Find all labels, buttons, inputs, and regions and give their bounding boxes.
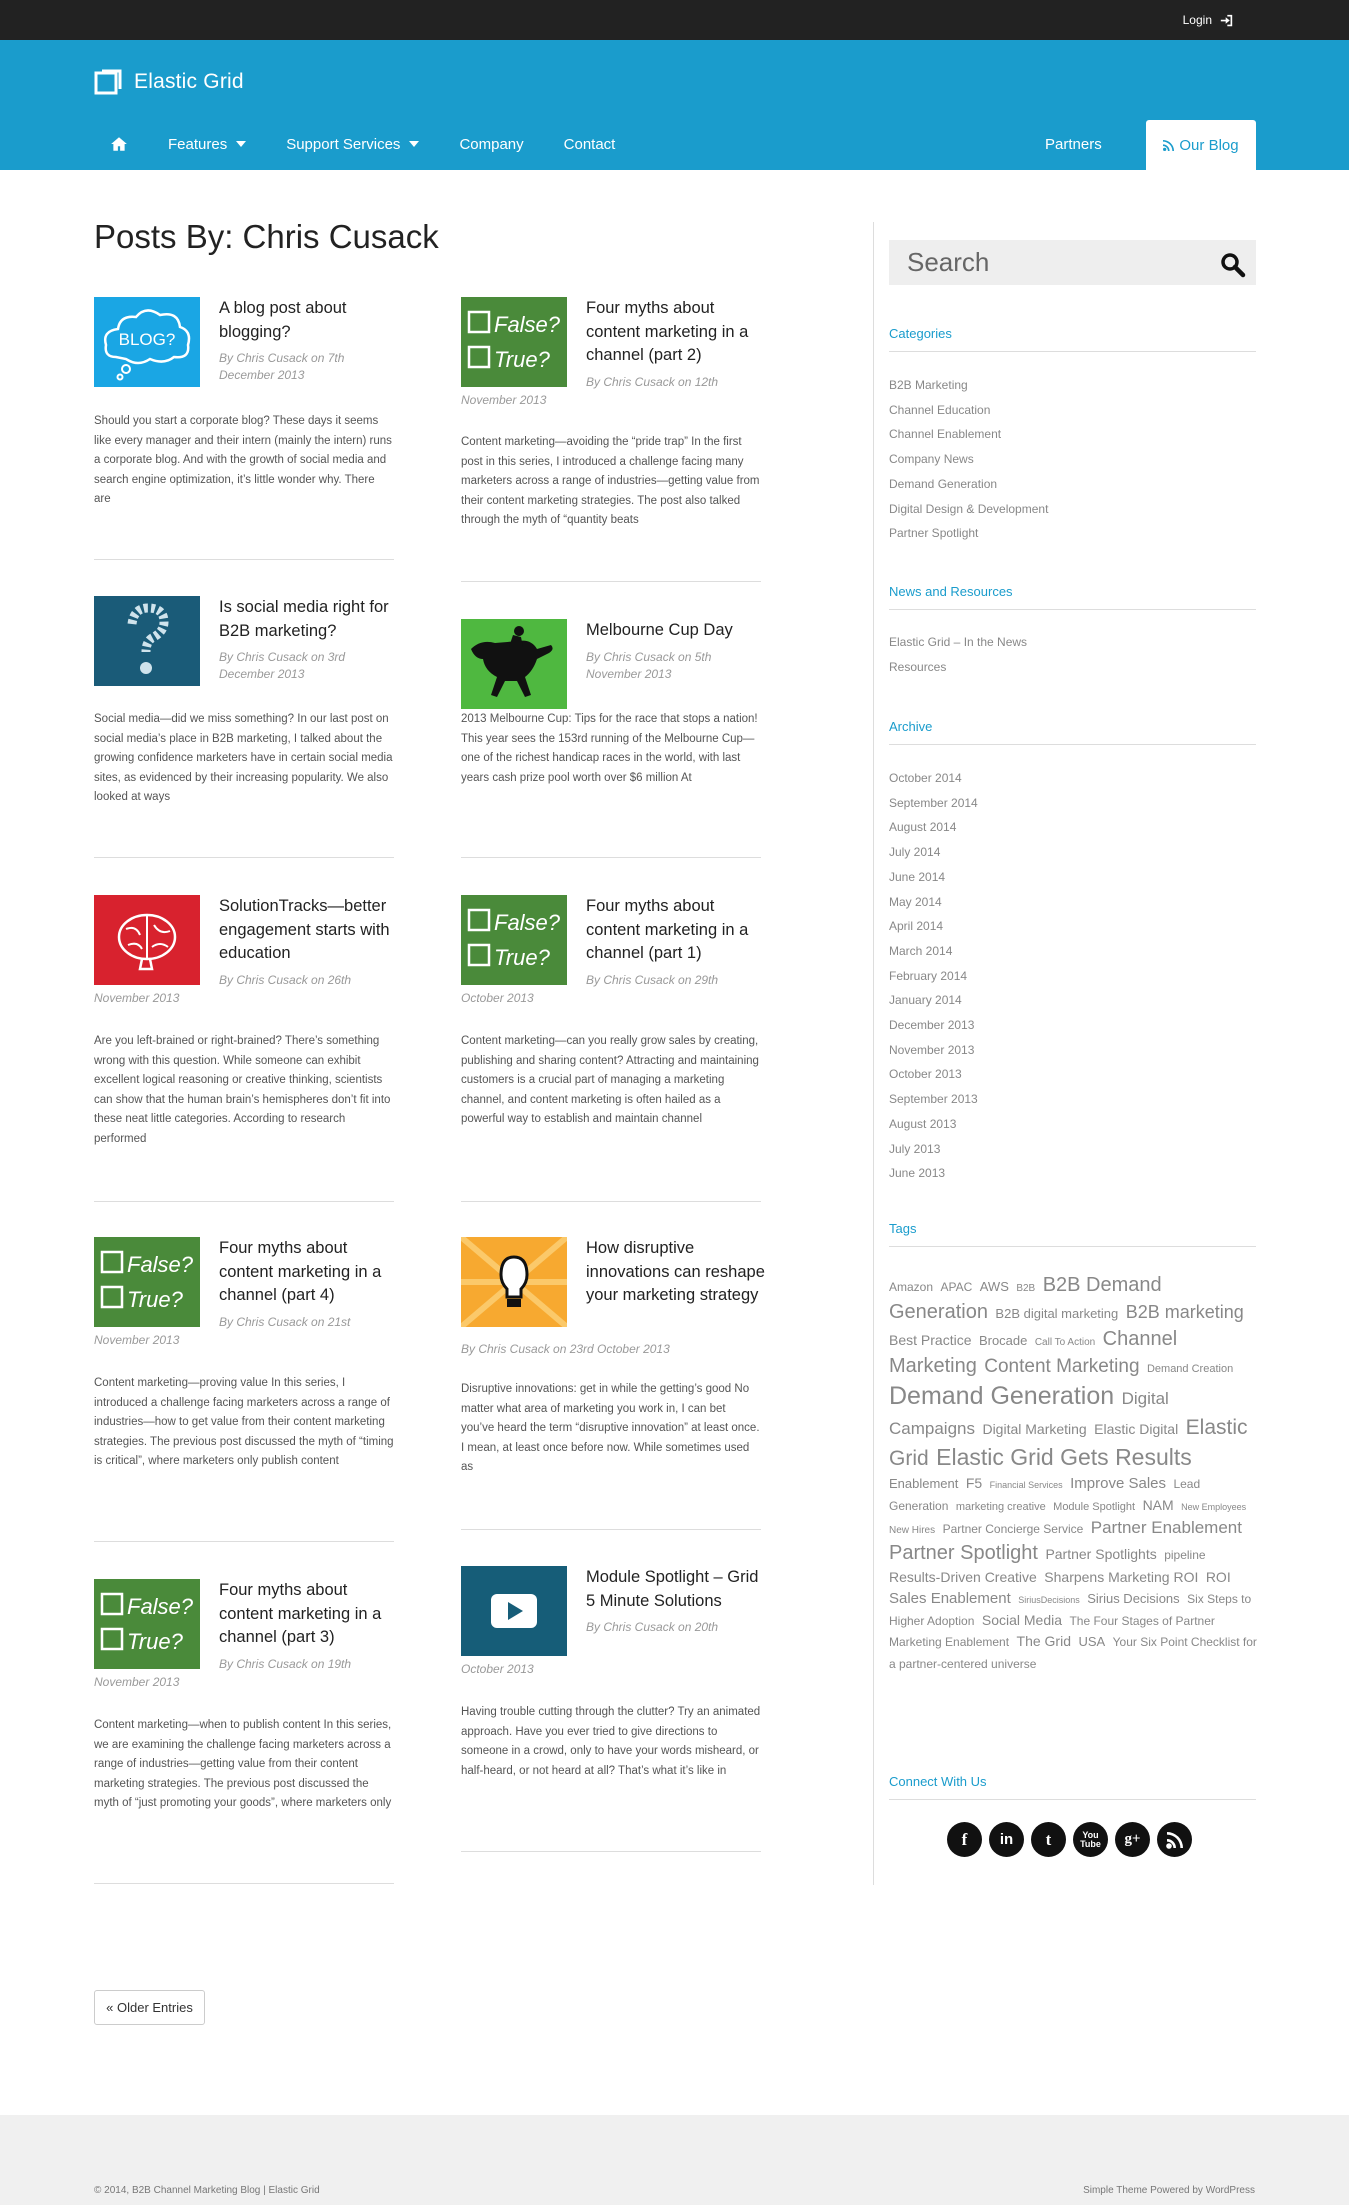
- category-link[interactable]: Channel Enablement: [889, 427, 1002, 442]
- social-links: [947, 1822, 1192, 1857]
- search-input[interactable]: Search: [907, 247, 990, 277]
- tag-link[interactable]: Sales Enablement: [889, 1590, 1011, 1608]
- search-box[interactable]: [889, 240, 1256, 285]
- tag-link[interactable]: B2B: [1016, 1283, 1036, 1294]
- top-bar: [0, 0, 1349, 40]
- site-header: [0, 40, 1349, 170]
- tag-link[interactable]: Brocade: [978, 1333, 1028, 1348]
- tag-link[interactable]: Partner Spotlights: [1045, 1545, 1157, 1562]
- nav-support-label: Support Services: [286, 135, 401, 153]
- post-meta: By Chris Cusack on 3rd December 2013: [219, 650, 346, 681]
- tag-link[interactable]: B2B Demand Generation: [889, 1274, 1162, 1323]
- nav-company-label: Company: [459, 135, 524, 153]
- tag-link[interactable]: AWS: [979, 1279, 1009, 1294]
- tags-title: Tags: [889, 1221, 1256, 1247]
- post-excerpt: Content marketing—avoiding the “pride trap” In the first post in this series, I introduced a challenge facing many marketers across a range of industries—getting value from their content marketing strategies. The post also talked through the myth of “quantity beats: [461, 436, 760, 526]
- tag-link[interactable]: Sharpens Marketing ROI: [1044, 1568, 1199, 1585]
- tag-link[interactable]: marketing creative: [955, 1501, 1046, 1514]
- tag-link[interactable]: B2B marketing: [1125, 1302, 1244, 1322]
- tag-link[interactable]: Lead Generation: [889, 1477, 1201, 1514]
- svg-text:True?: True?: [127, 1287, 183, 1312]
- post-title[interactable]: Module Spotlight – Grid 5 Minute Solutions By Chris Cusack on 20th: [586, 1566, 766, 1636]
- archive-link[interactable]: September 2013: [889, 1092, 978, 1107]
- post-divider: [94, 559, 394, 560]
- post-meta-date: November 2013: [94, 1675, 180, 1689]
- tag-link[interactable]: Elastic Digital: [1094, 1420, 1179, 1437]
- post-title[interactable]: Melbourne Cup Day By Chris Cusack on 5th November 2013: [586, 619, 766, 683]
- tag-link[interactable]: B2B digital marketing: [995, 1306, 1119, 1321]
- nav-partners[interactable]: Partners: [1045, 136, 1102, 153]
- archive-link[interactable]: August 2014: [889, 820, 957, 835]
- post-divider: [94, 857, 394, 858]
- login-link[interactable]: [1183, 13, 1233, 27]
- caret-down-icon: [409, 141, 419, 147]
- tag-link[interactable]: Enablement: [889, 1476, 959, 1492]
- post-divider: [461, 1529, 761, 1530]
- category-link[interactable]: Digital Design & Development: [889, 501, 1049, 516]
- post-meta-date: November 2013: [94, 991, 180, 1005]
- tag-link[interactable]: ROI: [1205, 1568, 1231, 1585]
- tag-link[interactable]: Demand Creation: [1146, 1363, 1234, 1375]
- archive-link[interactable]: December 2013: [889, 1018, 975, 1033]
- category-link[interactable]: Channel Education: [889, 402, 991, 417]
- tag-link[interactable]: Your Six Point Checklist for a partner-centered universe: [889, 1635, 1257, 1671]
- false-true-thumbnail[interactable]: [461, 895, 567, 985]
- post-divider: [94, 1541, 394, 1542]
- rss-icon: [1163, 140, 1174, 151]
- post-meta: By Chris Cusack on 26th: [219, 972, 352, 987]
- logo-icon: [94, 68, 122, 96]
- tag-link[interactable]: Partner Enablement: [1090, 1517, 1242, 1537]
- tag-link[interactable]: Elastic Grid Gets Results: [936, 1444, 1192, 1471]
- twitter-icon[interactable]: t: [1031, 1822, 1066, 1857]
- post-excerpt: Having trouble cutting through the clutter? Try an animated approach. Have you ever tried to give directions to someone in a crowd, only to have your words misheard, or half-heard, or not heard at all? That’s what it’s like in: [461, 1706, 761, 1777]
- nav-support-services[interactable]: [286, 136, 419, 153]
- svg-text:True?: True?: [127, 1629, 183, 1654]
- tag-link[interactable]: Sirius Decisions: [1087, 1591, 1180, 1607]
- archive-link[interactable]: September 2014: [889, 795, 978, 810]
- tag-link[interactable]: Amazon: [889, 1280, 934, 1294]
- horse-race-thumbnail[interactable]: [461, 619, 567, 709]
- site-logo[interactable]: [94, 68, 244, 96]
- news-title: News and Resources: [889, 584, 1256, 610]
- tag-link[interactable]: APAC: [940, 1280, 973, 1294]
- nav-our-blog-label: Our Blog: [1179, 136, 1239, 154]
- login-label: Login: [1182, 13, 1212, 27]
- tag-link[interactable]: F5: [965, 1475, 983, 1492]
- svg-text:True?: True?: [494, 945, 550, 970]
- post-title[interactable]: SolutionTracks—better engagement starts with education By Chris Cusack on 26th: [219, 895, 399, 989]
- category-link[interactable]: Demand Generation: [889, 476, 998, 491]
- tag-link[interactable]: Best Practice: [889, 1332, 972, 1348]
- tag-link[interactable]: USA: [1078, 1634, 1106, 1650]
- post-excerpt: Content marketing—can you really grow sales by creating, publishing and sharing content? Attracting and maintaining customers is a crucial part of managing a marketing channel, and content marketing is often hailed as a powerful way to establish and maintain channel: [461, 1035, 759, 1125]
- nav-contact-label: Contact: [563, 135, 616, 153]
- tag-link[interactable]: Partner Spotlight: [889, 1541, 1038, 1564]
- tag-link[interactable]: Module Spotlight: [1053, 1501, 1136, 1514]
- archive-link[interactable]: March 2014: [889, 943, 953, 958]
- post-excerpt: Content marketing—when to publish content In this series, we are examining the challenge facing marketers across a range of industries—getting value from their content marketing strategies. The previous post discussed the myth of “just promoting your goods”, where marketers only: [94, 1719, 392, 1809]
- blog-cloud-thumbnail[interactable]: [94, 297, 200, 387]
- tag-link[interactable]: Social Media: [981, 1611, 1063, 1628]
- archive-link[interactable]: October 2013: [889, 1067, 962, 1082]
- tag-link[interactable]: New Hires: [889, 1524, 936, 1536]
- brain-thumbnail[interactable]: [94, 895, 200, 985]
- false-true-thumbnail[interactable]: [94, 1579, 200, 1669]
- post-excerpt: Disruptive innovations: get in while the getting’s good No matter what area of marketing you work in, I can bet you’ve heard the term “disruptive innovation” at least once. I mean, at least once before now. While sometimes used as: [461, 1383, 760, 1473]
- archive-link[interactable]: June 2014: [889, 869, 946, 884]
- copyright-text: © 2014, B2B Channel Marketing Blog | Elastic Grid: [94, 2185, 320, 2196]
- lightbulb-thumbnail[interactable]: [461, 1237, 567, 1327]
- post-title[interactable]: Four myths about content marketing in a channel (part 2) By Chris Cusack on 12th: [586, 297, 766, 391]
- post-meta: By Chris Cusack on 21st: [219, 1314, 351, 1329]
- nav-our-blog[interactable]: [1146, 120, 1256, 170]
- logo-text: Elastic Grid: [134, 70, 244, 93]
- tag-link[interactable]: Content Marketing: [984, 1356, 1140, 1377]
- home-icon[interactable]: [110, 135, 128, 153]
- post-excerpt: 2013 Melbourne Cup: Tips for the race that stops a nation! This year sees the 153rd running of the Melbourne Cup—one of the richest handicap races in the world, with last years cash prize pool worth over $6 million At: [461, 713, 758, 784]
- post-meta-date: November 2013: [94, 1333, 180, 1347]
- tag-link[interactable]: Results-Driven Creative: [889, 1568, 1037, 1585]
- archive-link[interactable]: July 2013: [889, 1141, 941, 1156]
- tag-link[interactable]: pipeline: [1164, 1547, 1206, 1562]
- archive-link[interactable]: May 2014: [889, 894, 942, 909]
- svg-text:False?: False?: [494, 910, 561, 935]
- rss-icon[interactable]: [1157, 1822, 1192, 1857]
- nav-contact[interactable]: [564, 136, 616, 153]
- post-meta: By Chris Cusack on 20th: [586, 1620, 719, 1634]
- site-footer: [0, 2115, 1349, 2205]
- caret-down-icon: [236, 141, 246, 147]
- older-entries-button[interactable]: « Older Entries: [94, 1990, 205, 2025]
- post-meta: By Chris Cusack on 19th: [219, 1656, 352, 1671]
- post-title[interactable]: A blog post about blogging? By Chris Cusack on 7th December 2013: [219, 297, 399, 384]
- false-true-thumbnail[interactable]: [94, 1237, 200, 1327]
- post-excerpt: Should you start a corporate blog? These days it seems like every manager and their intern (mainly the intern) runs a corporate blog. And with the growth of social media and search engine optimization, it’s little wonder why. There are: [94, 415, 392, 505]
- categories-list: [889, 373, 1048, 546]
- category-link[interactable]: Company News: [889, 452, 974, 467]
- post-excerpt: Social media—did we miss something? In our last post on social media’s place in B2B marketing, I talked about the growing confidence marketers have in certain social media sites, as evidenced by their increasing popularity. We also looked at ways: [94, 713, 393, 803]
- tag-link[interactable]: Channel Marketing: [889, 1328, 1178, 1377]
- post-divider: [461, 1201, 761, 1202]
- post-divider: [94, 1883, 394, 1884]
- archive-link[interactable]: April 2014: [889, 919, 944, 934]
- video-play-thumbnail[interactable]: [461, 1566, 567, 1656]
- linkedin-icon[interactable]: in: [989, 1822, 1024, 1857]
- tag-link[interactable]: Call To Action: [1034, 1337, 1096, 1348]
- post-title[interactable]: Four myths about content marketing in a channel (part 1) By Chris Cusack on 29th: [586, 895, 766, 989]
- post-divider: [461, 1851, 761, 1852]
- post-excerpt: Are you left-brained or right-brained? There’s something wrong with this question. While someone can exhibit excellent logical reasoning or creative thinking, scientists can show that the human brain’s hemispheres don’t fit into these neat little categories. According to research performed: [94, 1035, 391, 1145]
- post-meta-date: October 2013: [461, 1662, 534, 1676]
- sidebar-divider: [873, 222, 874, 1885]
- nav-features-label: Features: [168, 135, 228, 153]
- search-icon[interactable]: [1220, 252, 1246, 278]
- tag-link[interactable]: Six Steps to Higher Adoption: [889, 1592, 1252, 1628]
- post-title[interactable]: Four myths about content marketing in a channel (part 4) By Chris Cusack on 21st: [219, 1237, 399, 1331]
- category-link[interactable]: Partner Spotlight: [889, 526, 979, 541]
- post-meta: By Chris Cusack on 5th November 2013: [586, 649, 712, 681]
- post-title[interactable]: Four myths about content marketing in a channel (part 3) By Chris Cusack on 19th: [219, 1579, 399, 1673]
- tag-link[interactable]: The Grid: [1016, 1633, 1071, 1650]
- archive-link[interactable]: January 2014: [889, 993, 962, 1008]
- svg-text:False?: False?: [127, 1252, 194, 1277]
- nav-features[interactable]: [168, 136, 246, 153]
- svg-text:False?: False?: [494, 312, 561, 337]
- svg-text:True?: True?: [494, 347, 550, 372]
- tag-link[interactable]: NAM: [1142, 1497, 1174, 1514]
- youtube-icon[interactable]: You Tube: [1073, 1822, 1108, 1857]
- archive-link[interactable]: November 2013: [889, 1042, 975, 1057]
- googleplus-icon[interactable]: g+: [1115, 1822, 1150, 1857]
- tag-link[interactable]: Partner Concierge Service: [942, 1521, 1084, 1536]
- archive-link[interactable]: August 2013: [889, 1116, 957, 1131]
- sign-in-icon: [1220, 14, 1233, 27]
- main-nav: [94, 118, 655, 170]
- news-link[interactable]: Resources: [889, 659, 947, 674]
- archive-title: Archive: [889, 719, 1256, 745]
- tag-cloud: [889, 1272, 1261, 1675]
- tag-link[interactable]: SiriusDecisions: [1018, 1595, 1080, 1606]
- post-meta: By Chris Cusack on 23rd October 2013: [461, 1342, 670, 1356]
- tag-link[interactable]: New Employees: [1181, 1502, 1247, 1513]
- svg-text:False?: False?: [127, 1594, 194, 1619]
- news-link[interactable]: Elastic Grid – In the News: [889, 635, 1028, 649]
- tag-link[interactable]: Digital Marketing: [982, 1420, 1087, 1437]
- facebook-icon[interactable]: f: [947, 1822, 982, 1857]
- post-meta: By Chris Cusack on 29th: [586, 972, 719, 987]
- tag-link[interactable]: Financial Services: [989, 1480, 1063, 1491]
- archive-link[interactable]: October 2014: [889, 771, 962, 785]
- post-meta: By Chris Cusack on 12th: [586, 374, 719, 389]
- post-divider: [461, 857, 761, 858]
- archive-list: [889, 766, 978, 1186]
- question-mark-thumbnail[interactable]: [94, 596, 200, 686]
- post-title[interactable]: How disruptive innovations can reshape your marketing strategy: [586, 1239, 765, 1304]
- post-meta-date: October 2013: [461, 991, 534, 1005]
- tag-link[interactable]: Digital Campaigns: [889, 1389, 1169, 1438]
- categories-title: Categories: [889, 326, 1256, 352]
- archive-link[interactable]: June 2013: [889, 1166, 946, 1181]
- news-list: [889, 630, 1027, 679]
- nav-company[interactable]: [459, 136, 523, 153]
- connect-title: Connect With Us: [889, 1774, 1256, 1800]
- tag-link[interactable]: The Four Stages of Partner Marketing Enablement: [889, 1613, 1215, 1650]
- post-title[interactable]: Is social media right for B2B marketing? By Chris Cusack on 3rd December 2013: [219, 596, 399, 683]
- powered-by-text: Simple Theme Powered by WordPress: [1083, 2185, 1255, 2196]
- post-divider: [461, 581, 761, 582]
- tag-link[interactable]: Elastic Grid: [889, 1415, 1248, 1471]
- post-excerpt: Content marketing—proving value In this series, I introduced a challenge facing marketers across a range of industries—how to get value from their content marketing strategies. The previous post discussed the myth of “timing is critical”, where marketers only publish content: [94, 1377, 394, 1467]
- tag-link[interactable]: Demand Generation: [889, 1382, 1115, 1410]
- post-meta-date: November 2013: [461, 393, 547, 407]
- svg-text:BLOG?: BLOG?: [118, 330, 176, 349]
- false-true-thumbnail[interactable]: [461, 297, 567, 387]
- post-divider: [94, 1201, 394, 1202]
- post-meta: By Chris Cusack on 7th December 2013: [219, 351, 345, 382]
- tag-link[interactable]: Improve Sales: [1070, 1475, 1166, 1493]
- archive-link[interactable]: July 2014: [889, 845, 941, 860]
- page-title: Posts By: Chris Cusack: [94, 218, 439, 255]
- category-link[interactable]: B2B Marketing: [889, 378, 968, 392]
- archive-link[interactable]: February 2014: [889, 968, 968, 983]
